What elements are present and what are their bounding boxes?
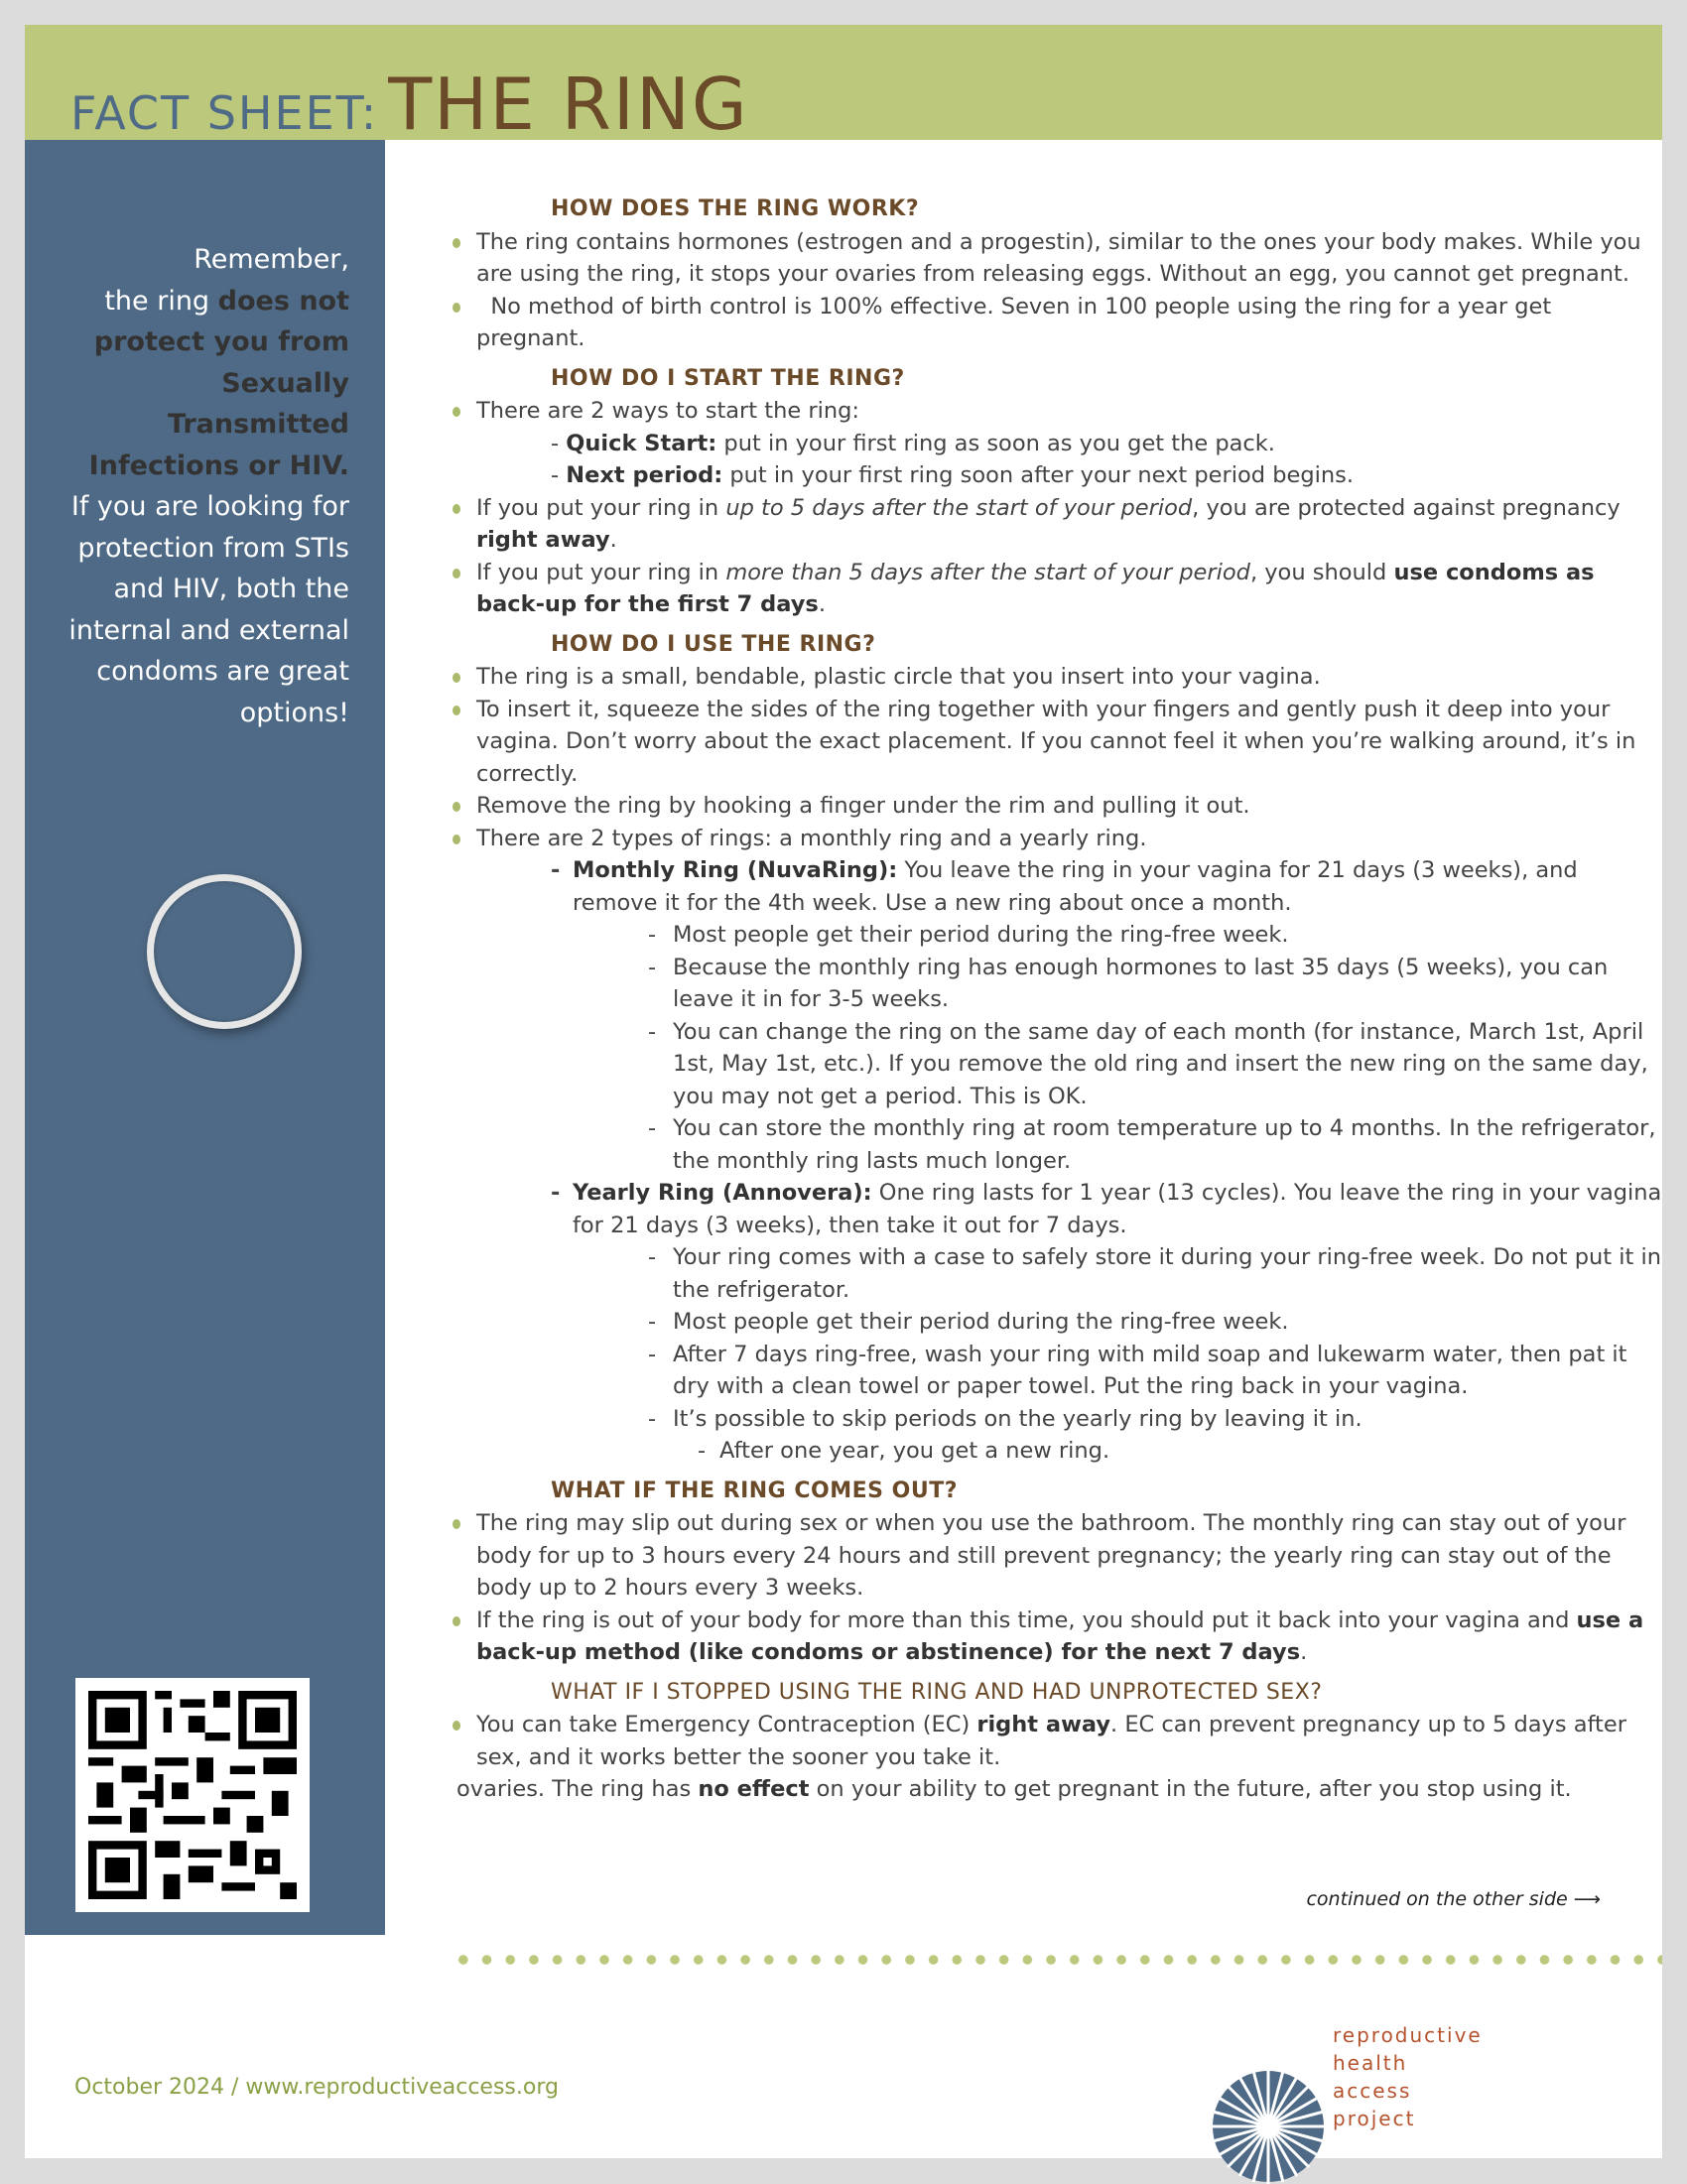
bullet-item: To insert it, squeeze the sides of the ring together with your fingers and gently push it deep into your vagina. Don’t worry about the exact placement. If you cannot feel it when you’re walking around, it’s in correctly.	[442, 694, 1662, 791]
bullet-item: There are 2 types of rings: a monthly ring and a yearly ring.	[442, 823, 1662, 855]
reminder-callout: Remember, the ring does not protect you from Sexually Transmitted Infections or HIV. If you are looking for protection from STIs and HIV, both the internal and external condoms are great options!	[68, 244, 349, 728]
dotted-divider	[452, 1954, 1662, 1966]
section-heading-use: HOW DO I USE THE RING?	[551, 631, 876, 657]
section-heading-start: HOW DO I START THE RING?	[551, 365, 905, 391]
contraceptive-ring-image	[147, 874, 302, 1029]
bullet-item: The ring contains hormones (estrogen and a progestin), similar to the ones your body makes. While you are using the ring, it stops your ovaries from releasing eggs. Without an egg, you cannot get pregnant.	[442, 226, 1662, 291]
bullet-item: The ring may slip out during sex or when you use the bathroom. The monthly ring can stay out of your body for up to 3 hours every 24 hours and still prevent pregnancy; the yearly ring can stay out of the body up to 2 hours every 3 weeks.	[442, 1507, 1662, 1605]
qr-code-icon	[88, 1691, 297, 1899]
bullet-item: If you put your ring in more than 5 days after the start of your period, you should use condoms as back-up for the first 7 days.	[442, 557, 1662, 621]
list-item: - Most people get their period during the ring-free week.	[648, 922, 1289, 948]
arrow-right-icon: ⟶	[1573, 1888, 1601, 1910]
rhap-logo-text: reproductive health access project	[1333, 2023, 1483, 2130]
bullet-item: If the ring is out of your body for more than this time, you should put it back into your vagina and use a back-up method (like condoms or abstinence) for the next 7 days.	[442, 1605, 1662, 1669]
bullet-item: No method of birth control is 100% effective. Seven in 100 people using the ring for a year get pregnant.	[442, 291, 1662, 355]
monthly-ring-item: - Monthly Ring (NuvaRing): You leave the ring in your vagina for 21 days (3 weeks), and remove it for the 4th week. Use a new ring about once a month.	[551, 857, 1578, 916]
section-heading-how-it-works: HOW DOES THE RING WORK?	[551, 196, 920, 221]
list-item: - You can change the ring on the same day of each month (for instance, March 1st, April 1st, May 1st, etc.). If you remove the old ring and insert the new ring on the same day, you may not get a period. This is OK.	[648, 1018, 1648, 1109]
start-option-next-period: - Next period: put in your first ring soon after your next period begins.	[551, 462, 1355, 488]
footer-date-url[interactable]: October 2024 / www.reproductiveaccess.org	[74, 2075, 559, 2100]
bullet-item: The ring is a small, bendable, plastic circle that you insert into your vagina.	[442, 661, 1662, 694]
rhap-logo-icon	[1211, 2069, 1326, 2184]
list-item: - You can store the monthly ring at room temperature up to 4 months. In the refrigerator, the monthly ring lasts much longer.	[648, 1115, 1656, 1174]
list-item: - Most people get their period during the ring-free week.	[648, 1309, 1289, 1335]
title-prefix: FACT SHEET:	[70, 86, 379, 140]
bullet-item: Remove the ring by hooking a finger under the rim and pulling it out.	[442, 790, 1662, 823]
section-heading-comes-out: WHAT IF THE RING COMES OUT?	[551, 1477, 959, 1503]
qr-code[interactable]	[75, 1678, 310, 1912]
fact-sheet-page	[25, 25, 1662, 2158]
sidebar	[25, 140, 385, 1935]
main-content	[442, 193, 1662, 1806]
continued-note: continued on the other side ⟶	[1306, 1888, 1601, 1910]
bullet-item: There are 2 ways to start the ring:	[442, 395, 1662, 428]
section-heading-stopped: WHAT IF I STOPPED USING THE RING AND HAD UNPROTECTED SEX?	[551, 1679, 1323, 1705]
page-title	[70, 63, 749, 146]
list-subitem: - After one year, you get a new ring.	[698, 1438, 1110, 1464]
list-item: - Your ring comes with a case to safely store it during your ring-free week. Do not put it in the refrigerator.	[648, 1244, 1661, 1303]
bullet-item: If you put your ring in up to 5 days after the start of your period, you are protected against pregnancy right away.	[442, 492, 1662, 557]
list-item: - Because the monthly ring has enough hormones to last 35 days (5 weeks), you can leave it in for 3-5 weeks.	[648, 954, 1609, 1012]
list-item: - It’s possible to skip periods on the yearly ring by leaving it in.	[648, 1405, 1363, 1432]
list-item: - After 7 days ring-free, wash your ring with mild soap and lukewarm water, then pat it dry with a clean towel or paper towel. Put the ring back in your vagina.	[648, 1341, 1627, 1399]
bullet-item: You can take Emergency Contraception (EC) right away. EC can prevent pregnancy up to 5 days after sex, and it works better the sooner you take it.	[442, 1709, 1662, 1773]
title-main: THE RING	[388, 63, 749, 146]
paragraph: ovaries. The ring has no effect on your ability to get pregnant in the future, after you stop using it.	[456, 1776, 1572, 1802]
start-option-quick: - Quick Start: put in your first ring as soon as you get the pack.	[551, 430, 1275, 456]
yearly-ring-item: - Yearly Ring (Annovera): One ring lasts for 1 year (13 cycles). You leave the ring in your vagina for 21 days (3 weeks), then take it out for 7 days.	[551, 1180, 1662, 1238]
header-banner	[25, 25, 1662, 146]
